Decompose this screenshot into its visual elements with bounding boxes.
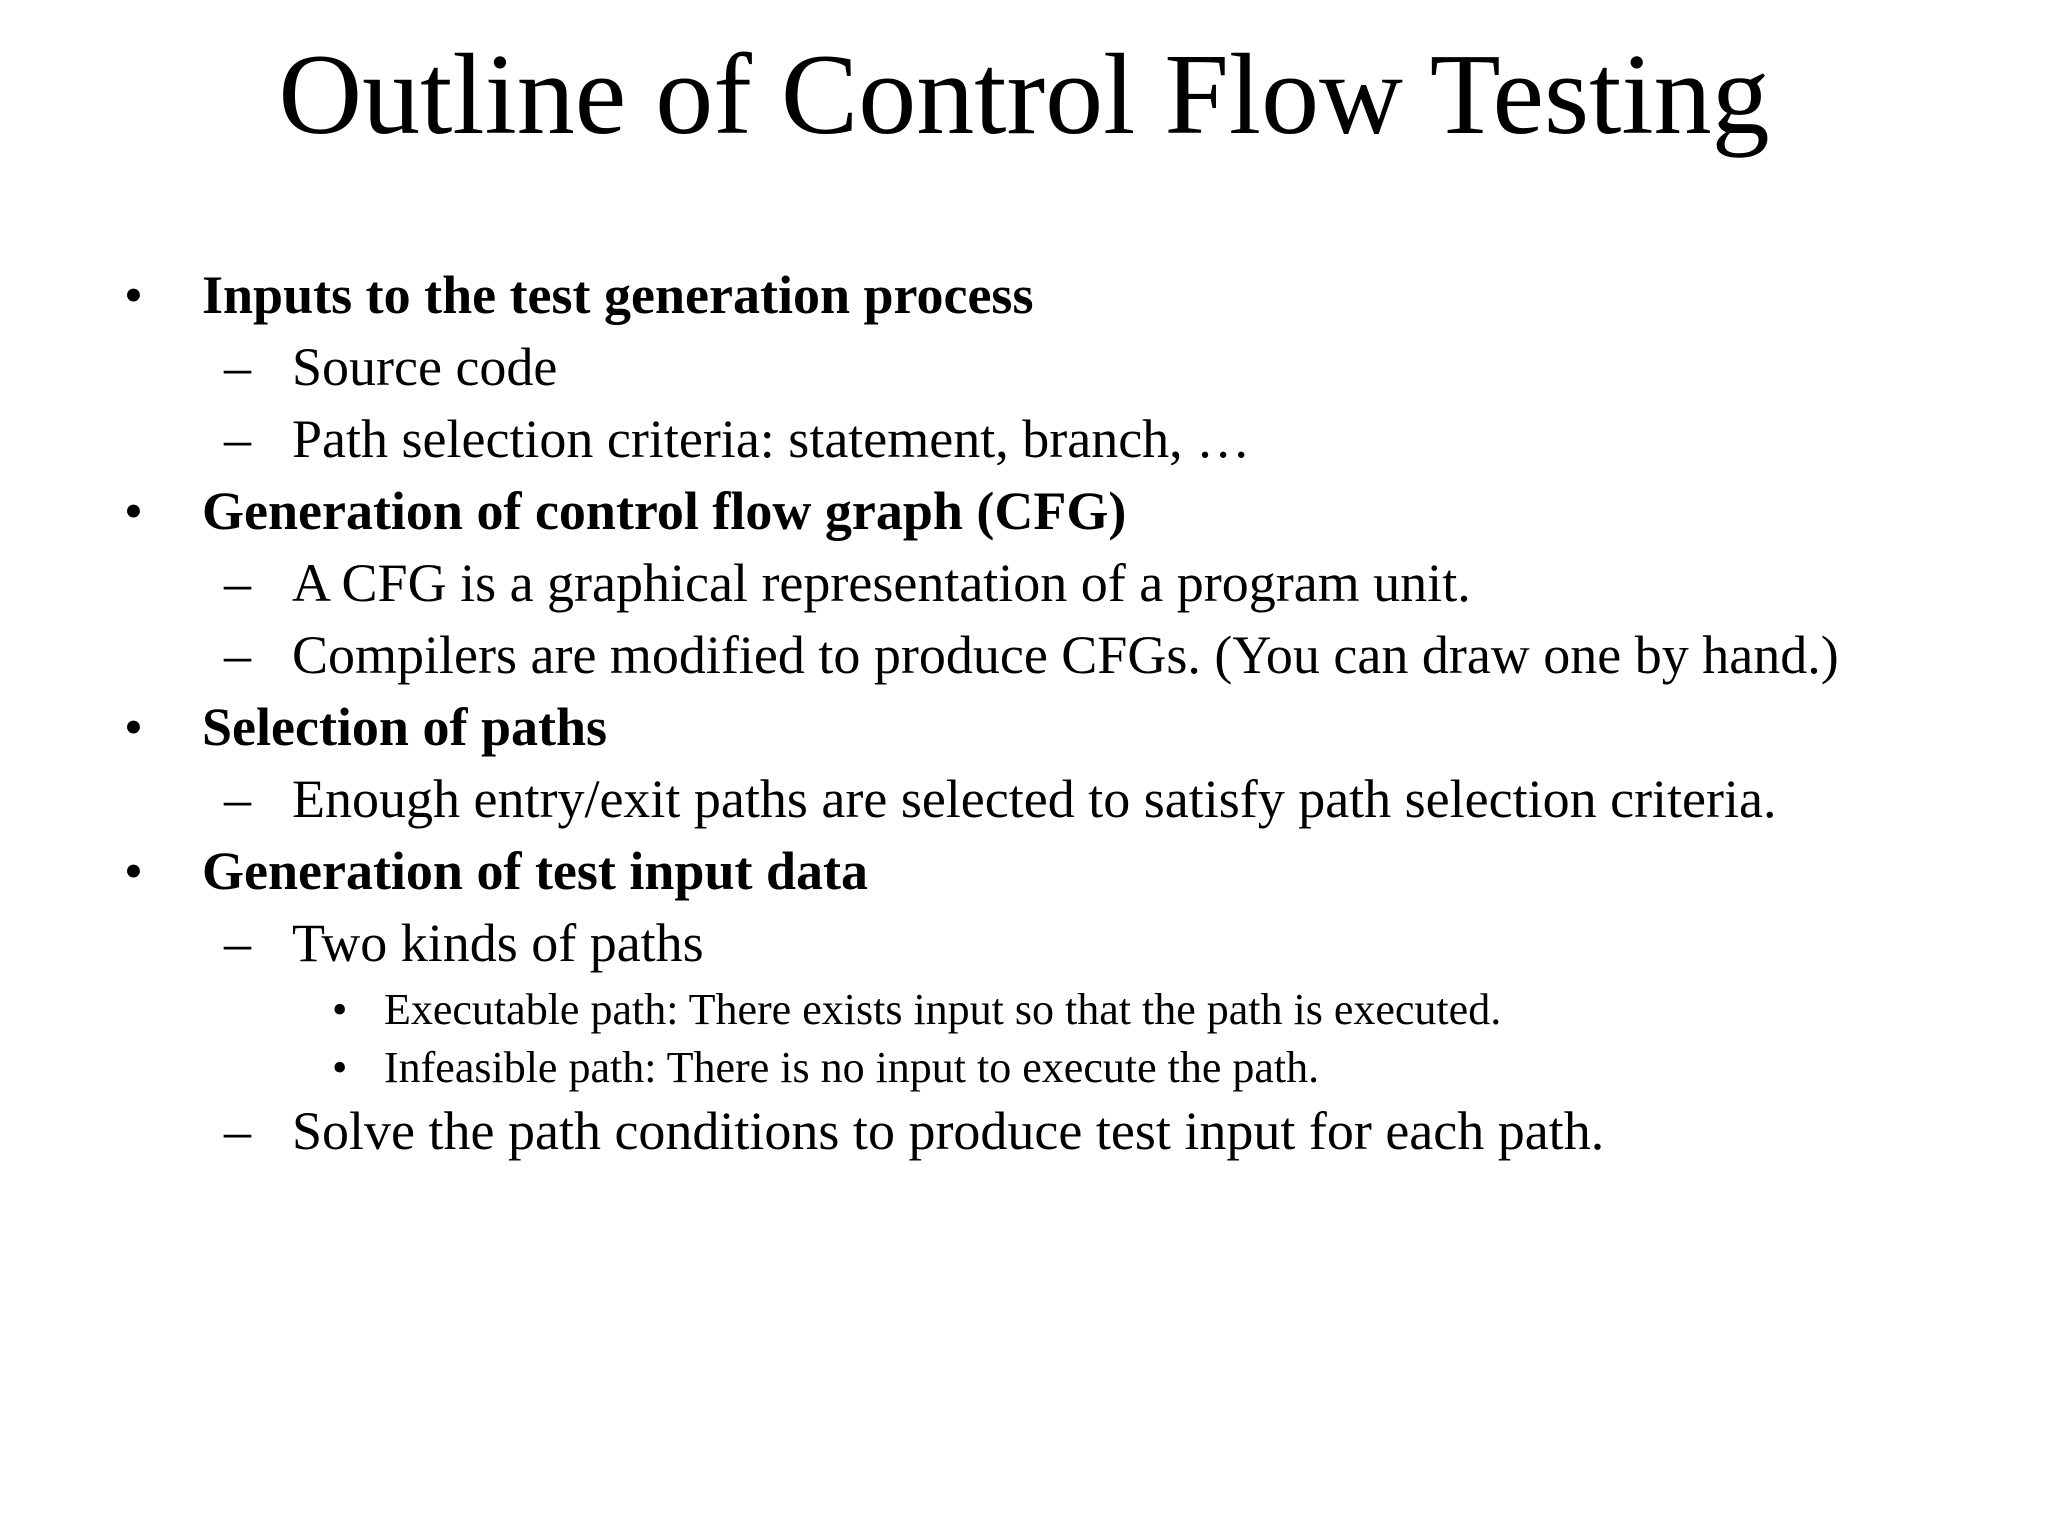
subitem-compilers: [224, 625, 1839, 685]
subitem-text: Enough entry/exit paths are selected to satisfy path selection criteria.: [292, 769, 1777, 829]
subitem-two-kinds: [224, 913, 704, 973]
subitem-text: Compilers are modified to produce CFGs. (You can draw one by hand.): [292, 625, 1839, 685]
subitem-cfg-definition: [224, 553, 1471, 613]
subsubitem-executable-path: [332, 985, 1502, 1034]
subitem-text: Source code: [292, 337, 558, 397]
dash-marker: –: [224, 409, 251, 469]
bullet-marker: •: [332, 1043, 348, 1092]
subsubitem-text: Executable path: There exists input so that the path is executed.: [384, 985, 1502, 1034]
subsubitem-infeasible-path: [332, 1043, 1320, 1092]
bullet-cfg-generation: [124, 481, 1127, 541]
subitem-source-code: [224, 337, 558, 397]
subsubitem-text: Infeasible path: There is no input to execute the path.: [384, 1043, 1320, 1092]
dash-marker: –: [224, 913, 251, 973]
bullet-marker: •: [124, 481, 143, 541]
dash-marker: –: [224, 1101, 251, 1161]
bullet-heading: Generation of test input data: [202, 841, 868, 901]
bullet-heading: Inputs to the test generation process: [202, 265, 1034, 325]
slide-title: Outline of Control Flow Testing: [278, 31, 1770, 159]
subitem-text: Path selection criteria: statement, branch, …: [292, 409, 1251, 469]
subitem-solve-conditions: [224, 1101, 1605, 1161]
subitem-text: Two kinds of paths: [292, 913, 704, 973]
bullet-marker: •: [124, 841, 143, 901]
subitem-text: Solve the path conditions to produce test input for each path.: [292, 1101, 1605, 1161]
dash-marker: –: [224, 553, 251, 613]
subitem-text: A CFG is a graphical representation of a program unit.: [292, 553, 1471, 613]
bullet-heading: Generation of control flow graph (CFG): [202, 481, 1127, 541]
dash-marker: –: [224, 625, 251, 685]
bullet-marker: •: [124, 265, 143, 325]
bullet-path-selection: [124, 697, 607, 757]
bullet-inputs: [124, 265, 1034, 325]
bullet-test-input-generation: [124, 841, 868, 901]
bullet-heading: Selection of paths: [202, 697, 607, 757]
subitem-path-criteria: [224, 409, 1251, 469]
bullet-marker: •: [124, 697, 143, 757]
dash-marker: –: [224, 769, 251, 829]
subitem-entry-exit-paths: [224, 769, 1777, 829]
dash-marker: –: [224, 337, 251, 397]
bullet-marker: •: [332, 985, 348, 1034]
